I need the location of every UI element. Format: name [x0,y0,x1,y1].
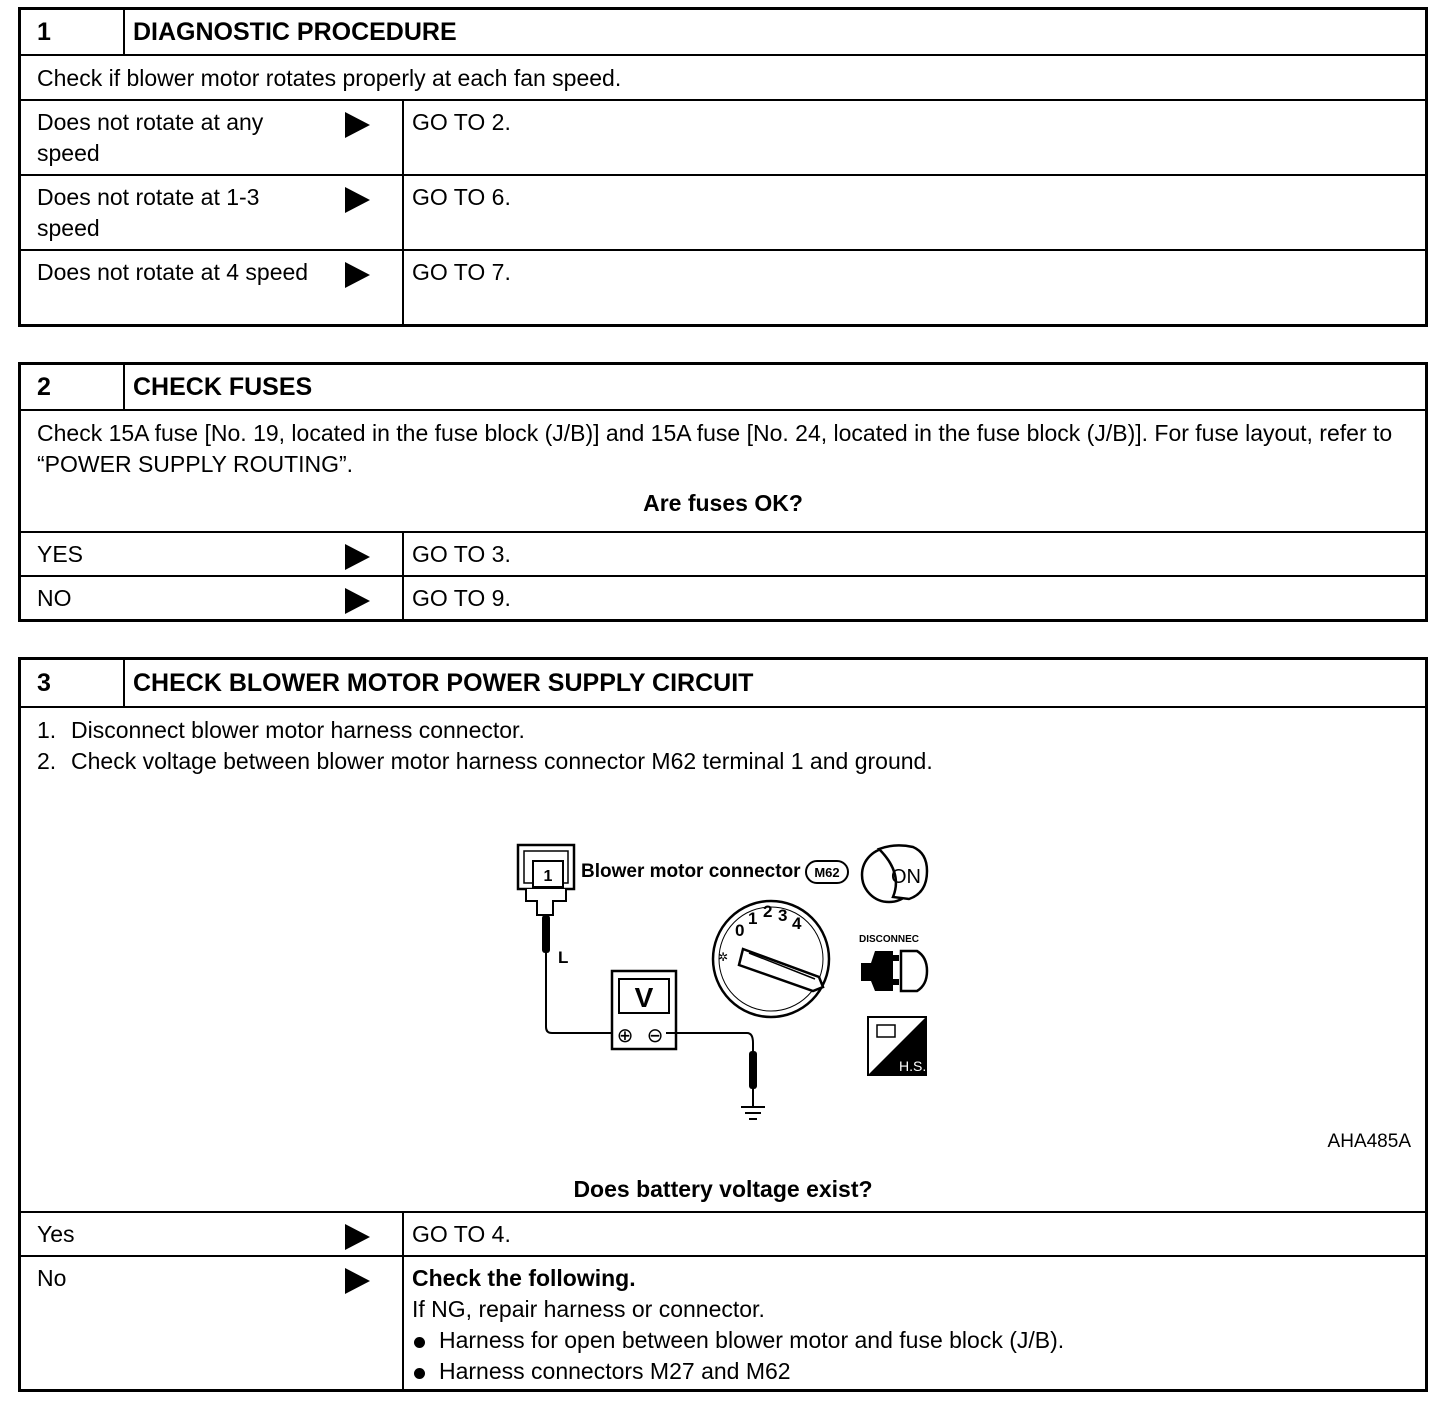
condition-label: NO [37,585,72,611]
probe-icon [542,915,550,953]
list-item: Harness connectors M27 and M62 [412,1356,1417,1387]
result-text: GO TO 2. [412,109,511,135]
fan-speed-3: 3 [778,906,788,925]
fan-speed-4: 4 [792,914,802,933]
plus-terminal: ⊕ [616,1023,634,1047]
key-on-label: ON [891,866,921,888]
question-text: Does battery voltage exist? [573,1176,873,1202]
minus-terminal: ⊖ [646,1023,664,1047]
outcome-row [21,531,1425,575]
section-1 [18,7,1428,327]
instruction-text: Check 15A fuse [No. 19, located in the fuse block (J/B)] and 15A fuse [No. 24, located in the fuse block (J/B)]. For fuse layout, refer to “POWER SUPPLY ROUTING”. [37,420,1393,477]
outcome-row [21,99,1425,174]
meter-label: V [634,982,654,1013]
result-text: GO TO 9. [412,585,511,611]
connector-id: M62 [814,865,840,880]
wire-color-label: L [558,948,569,967]
step-title: CHECK FUSES [133,372,313,401]
svg-text:✲: ✲ [718,950,729,964]
condition-label: Does not rotate at 1-3 speed [37,184,260,241]
step-number: 1 [21,10,125,54]
condition-label: YES [37,541,84,567]
figure-id: AHA485A [1327,1131,1411,1152]
hs-label: H.S. [899,1058,927,1074]
result-text: GO TO 4. [412,1221,511,1247]
list-item: 1. Disconnect blower motor harness connector. [37,717,525,743]
ground-wire [666,1033,753,1051]
result-text: GO TO 3. [412,541,511,567]
condition-label: No [37,1265,67,1291]
arrow-right-icon [345,1224,370,1250]
disconnect-icon [861,951,927,991]
result-text: GO TO 7. [412,259,511,285]
fan-speed-1: 1 [748,909,758,928]
step-number: 2 [21,365,125,409]
step-list [37,715,1409,777]
instruction-text: Check if blower motor rotates properly at each fan speed. [37,65,622,91]
diagram-svg [21,781,1425,1181]
result-text: GO TO 6. [412,184,511,210]
ground-probe-icon [749,1051,757,1089]
disconnect-label: DISCONNEC [859,934,920,945]
fan-speed-0: 0 [735,921,745,940]
list-item: 2. Check voltage between blower motor harness connector M62 terminal 1 and ground. [37,748,933,774]
arrow-right-icon [345,112,370,138]
arrow-right-icon [345,1268,370,1294]
step-title: DIAGNOSTIC PROCEDURE [133,17,457,46]
outcome-row [21,575,1425,619]
terminal-label: 1 [543,868,553,885]
section-3 [18,657,1428,1392]
connector-label: Blower motor connector [581,861,801,882]
arrow-right-icon [345,187,370,213]
outcome-row [21,249,1425,324]
outcome-row [21,1255,1425,1389]
ground-icon [741,1089,765,1119]
section-2 [18,362,1428,622]
list-item: Harness for open between blower motor and fuse block (J/B). [412,1325,1417,1356]
step-number: 3 [21,660,125,706]
result-title: Check the following. [412,1265,636,1291]
arrow-right-icon [345,544,370,570]
outcome-row [21,1211,1425,1255]
bullet-list [412,1325,1417,1387]
condition-label: Yes [37,1221,75,1247]
arrow-right-icon [345,588,370,614]
condition-label: Does not rotate at 4 speed [37,259,309,285]
arrow-right-icon [345,262,370,288]
fan-speed-2: 2 [763,902,773,921]
wiring-diagram [21,781,1425,1172]
step-title: CHECK BLOWER MOTOR POWER SUPPLY CIRCUIT [133,668,754,697]
question-text: Are fuses OK? [643,490,803,516]
outcome-row [21,174,1425,249]
condition-label: Does not rotate at any speed [37,109,264,166]
result-text: If NG, repair harness or connector. [412,1296,765,1322]
